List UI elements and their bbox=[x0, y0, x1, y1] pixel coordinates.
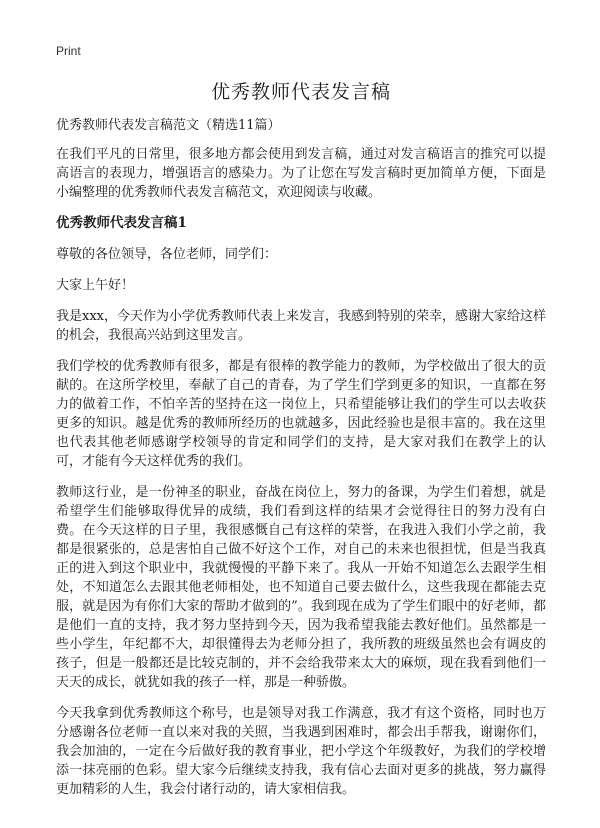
intro-paragraph: 在我们平凡的日常里，很多地方都会使用到发言稿，通过对发言稿语言的推究可以提高语言的表现力，增强语言的感染力。为了让您在写发言稿时更加简单方便，下面是小编整理的优秀教师代表发言稿范文，欢迎阅读与收藏。 bbox=[56, 147, 546, 200]
section-heading: 优秀教师代表发言稿1 bbox=[56, 215, 187, 231]
print-link[interactable]: Print bbox=[56, 44, 81, 58]
body-paragraph: 今天我拿到优秀教师这个称号，也是领导对我工作满意，我才有这个资格，同时也万分感谢各位老师一直以来对我的关照，当我遇到困难时，都会出手帮我，谢谢你们，我会加油的，一定在今后做好我的教育事业，把小学这个年级教好，为我们的学校增添一抹亮丽的色彩。望大家今后继续支持我，我有信心去面对更多的挑战，努力赢得更加精彩的人生，我会付诸行动的，请大家相信我。 bbox=[56, 706, 546, 797]
salutation-paragraph: 尊敬的各位领导，各位老师，同学们： bbox=[56, 247, 278, 262]
body-paragraph: 我们学校的优秀教师有很多，都是有很棒的教学能力的教师，为学校做出了很大的贡献的。在这所学校里，奉献了自己的青春，为了学生们学到更多的知识，一直都在努力的做着工作，不怕辛苦的坚持在这一岗位上，只希望能够让我们的学生可以去收获更多的知识。越是优秀的教师所经历的也就越多，因此经验也是很丰富的。我在这里也代表其他老师感谢学校领导的肯定和同学们的支持，是大家对我们在教学上的认可，才能有今天这样优秀的我们。 bbox=[56, 359, 546, 469]
document-body bbox=[56, 80, 546, 811]
document-title: 优秀教师代表发言稿 bbox=[210, 81, 391, 103]
body-paragraph: 我是xxx，今天作为小学优秀教师代表上来发言，我感到特别的荣幸，感谢大家给这样的机会，我很高兴站到这里发言。 bbox=[56, 309, 546, 343]
greeting-paragraph: 大家上午好！ bbox=[56, 278, 135, 293]
document-subtitle: 优秀教师代表发言稿范文（精选11篇） bbox=[56, 118, 281, 133]
body-paragraph: 教师这行业，是一份神圣的职业，奋战在岗位上，努力的备课，为学生们着想，就是希望学生们能够取得优异的成绩，我们看到这样的结果才会觉得往日的努力没有白费。在今天这样的日子里，我很感慨自己有这样的荣誉，在我进入我们小学之前，我都是很紧张的，总是害怕自己做不好这个工作，对自己的未来也很担忧，但是当我真正的进入到这个职业中，我就慢慢的平静下来了。我从一开始不知道怎么去跟学生相处，不知道怎么去跟其他老师相处，也不知道自己要去做什么，这些我现在都能去克服，就是因为有你们大家的帮助才做到的”。我到现在成为了学生们眼中的好老师，都是他们一直的支持，我才努力坚持到今天，因为我希望我能去教好他们。虽然都是一些小学生，年纪都不大，却很懂得去为老师分担了，我所教的班级虽然也会有调皮的孩子，但是一般都还是比较克制的，并不会给我带来太大的麻烦，现在我看到他们一天天的成长，就犹如我的孩子一样，那是一种骄傲。 bbox=[56, 485, 546, 690]
